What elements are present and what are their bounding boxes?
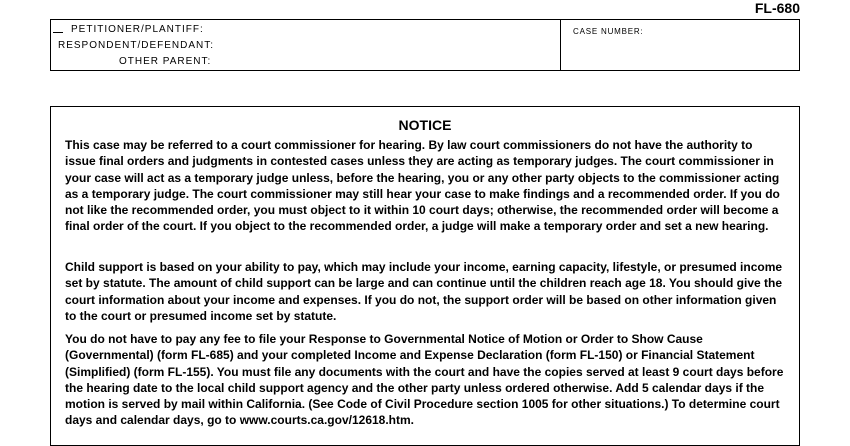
petitioner-checkbox-line[interactable] bbox=[53, 32, 63, 33]
petitioner-label: PETITIONER/PLANTIFF: bbox=[71, 24, 204, 35]
case-number-label: CASE NUMBER: bbox=[573, 27, 644, 36]
other-parent-label: OTHER PARENT: bbox=[119, 56, 212, 67]
parties-section bbox=[51, 20, 561, 70]
form-number: FL-680 bbox=[754, 0, 800, 16]
notice-paragraph-child-support: Child support is based on your ability to pay, which may include your income, earning capacity, lifestyle, or presumed income set by statute. The amount of child support can be large and can continue until the children reach age 18. You should give the court information about your income and expenses. If you do not, the support order will be based on other information given to the court or presumed income set by statute. bbox=[65, 260, 783, 323]
case-caption-box bbox=[50, 19, 800, 71]
notice-title: NOTICE bbox=[398, 117, 452, 133]
respondent-label: RESPONDENT/DEFENDANT: bbox=[58, 40, 215, 51]
notice-paragraph-commissioner: This case may be referred to a court commissioner for hearing. By law court commissioners do not have the authority to issue final orders and judgments in contested cases unless they are acting as temporary judges. The court commissioner in your case will act as a temporary judge unless, before the hearing, you or any other party objects to the commissioner acting as a temporary judge. The court commissioner may still hear your case to make findings and a recommended order. If you do not like the recommended order, you must object to it within 10 court days; otherwise, the recommended order will become a final order of the court. If you object to the recommended order, a judge will make a temporary order and set a new hearing. bbox=[65, 138, 780, 234]
notice-paragraph-filing-fees: You do not have to pay any fee to file your Response to Governmental Notice of Motion or Order to Show Cause (Governmental) (form FL-685) and your completed Income and Expense Declaration (form FL-150) or Financial Statement (Simplified) (form FL-155). You must file any documents with the court and have the copies served at least 9 court days before the hearing date to the local child support agency and the other party unless ordered otherwise. Add 5 calendar days if the motion is served by mail within California. (See Code of Civil Procedure section 1005 for other situations.) To determine court days and calendar days, go to www.courts.ca.gov/12618.htm. bbox=[65, 332, 784, 428]
